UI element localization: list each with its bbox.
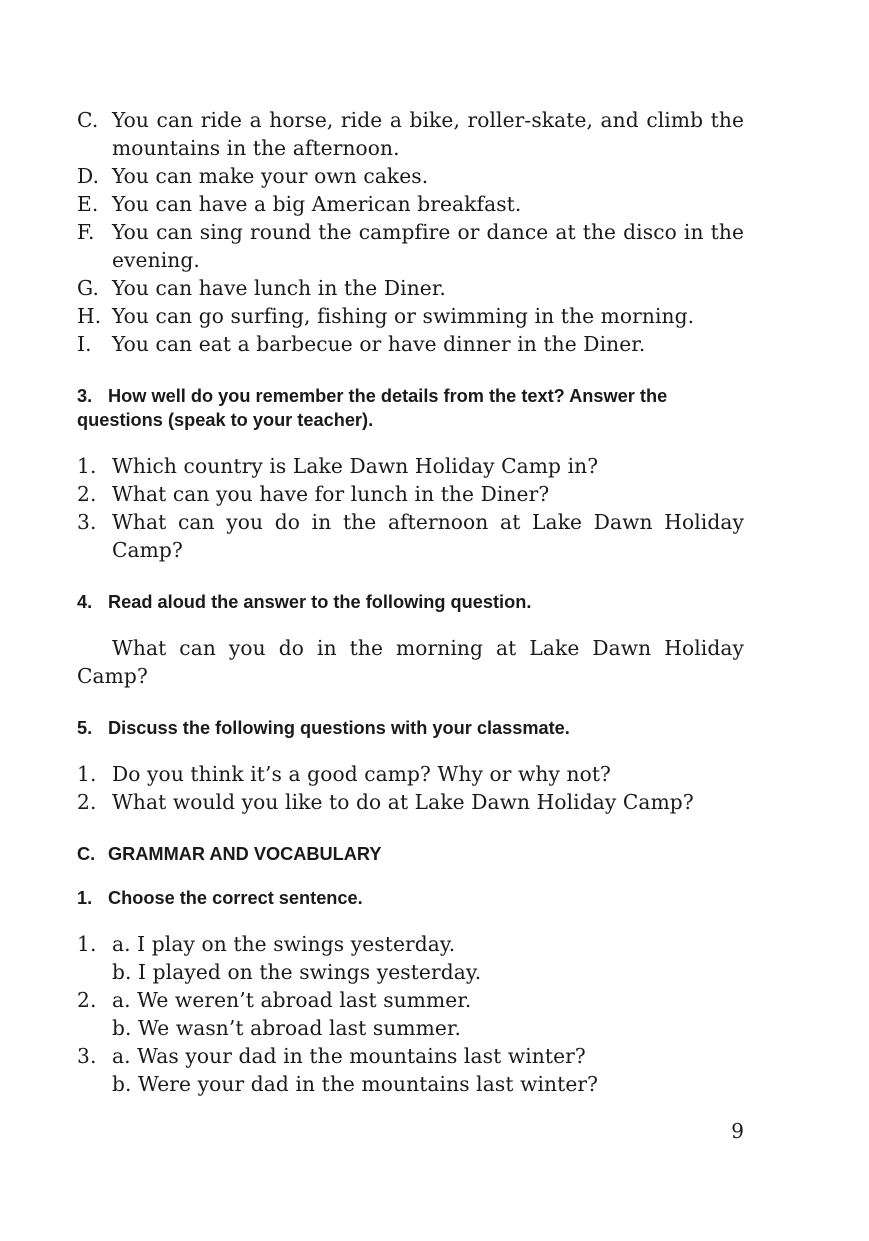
item-text: What can you have for lunch in the Diner? [112,482,550,506]
exercise-instruction: How well do you remember the details from the text? Answer the questions (speak to your teacher). [77,386,668,430]
item-text: Do you think it’s a good camp? Why or why not? [112,762,611,786]
exercise-5-heading [77,716,744,740]
item-text: You can eat a barbecue or have dinner in the Diner. [112,332,646,356]
option-b: b. I played on the swings yesterday. [112,960,482,984]
option-a: a. We weren’t abroad last summer. [112,988,472,1012]
list-item [77,788,744,816]
item-marker: 2. [77,482,97,506]
item-marker: 2. [77,988,97,1012]
section-c-heading [77,842,744,866]
item-marker: 3. [77,510,97,534]
exercise-instruction: Read aloud the answer to the following question. [108,592,532,612]
option-a: a. Was your dad in the mountains last winter? [112,1044,586,1068]
list-item [77,1042,744,1070]
list-item [77,986,744,1014]
list-item [77,218,744,274]
option-b: b. Were your dad in the mountains last winter? [112,1072,599,1096]
exercise-number: 5. [77,718,93,738]
item-text: You can have a big American breakfast. [112,192,522,216]
exercise-number: 4. [77,592,93,612]
item-marker: 2. [77,790,97,814]
item-marker: H. [77,304,102,328]
exercise-3-heading [77,384,744,432]
list-item [77,274,744,302]
item-text: What can you do in the afternoon at Lake Dawn Holiday Camp? [112,510,744,562]
option-b: b. We wasn’t abroad last summer. [112,1016,462,1040]
item-marker: D. [77,164,100,188]
exercise-number: 1. [77,888,93,908]
list-item [77,760,744,788]
list-item [77,930,744,958]
item-marker: G. [77,276,100,300]
item-marker: 1. [77,932,97,956]
item-text: You can ride a horse, ride a bike, roller-skate, and climb the mountains in the afternoon. [112,108,744,160]
list-item [77,508,744,564]
item-text: What would you like to do at Lake Dawn Holiday Camp? [112,790,694,814]
item-marker: 1. [77,762,97,786]
item-marker: E. [77,192,99,216]
item-marker: F. [77,220,95,244]
section-title: GRAMMAR AND VOCABULARY [108,844,382,864]
page-content [77,106,744,1098]
item-marker: I. [77,332,92,356]
item-marker: C. [77,108,99,132]
section-letter: C. [77,844,96,864]
list-item [77,106,744,162]
exercise-number: 3. [77,386,93,406]
options-list [77,106,744,358]
item-text: You can go surfing, fishing or swimming in the morning. [112,304,695,328]
page-number: 9 [731,1119,744,1143]
exercise-instruction: Choose the correct sentence. [108,888,363,908]
list-item [77,190,744,218]
item-text: Which country is Lake Dawn Holiday Camp in? [112,454,599,478]
exercise-3-questions [77,452,744,564]
exercise-5-questions [77,760,744,816]
exercise-instruction: Discuss the following questions with your classmate. [108,718,570,738]
grammar-1-heading [77,886,744,910]
list-item [77,330,744,358]
item-marker: 1. [77,454,97,478]
item-text: You can make your own cakes. [112,164,429,188]
list-item [77,452,744,480]
item-text: You can sing round the campfire or dance at the disco in the evening. [112,220,744,272]
item-marker: 3. [77,1044,97,1068]
item-text: You can have lunch in the Diner. [112,276,446,300]
list-item [77,302,744,330]
option-a: a. I play on the swings yesterday. [112,932,456,956]
list-item [77,162,744,190]
list-item [77,480,744,508]
exercise-4-heading [77,590,744,614]
grammar-1-items [77,930,744,1098]
exercise-4-question: What can you do in the morning at Lake Dawn Holiday Camp? [77,636,744,688]
